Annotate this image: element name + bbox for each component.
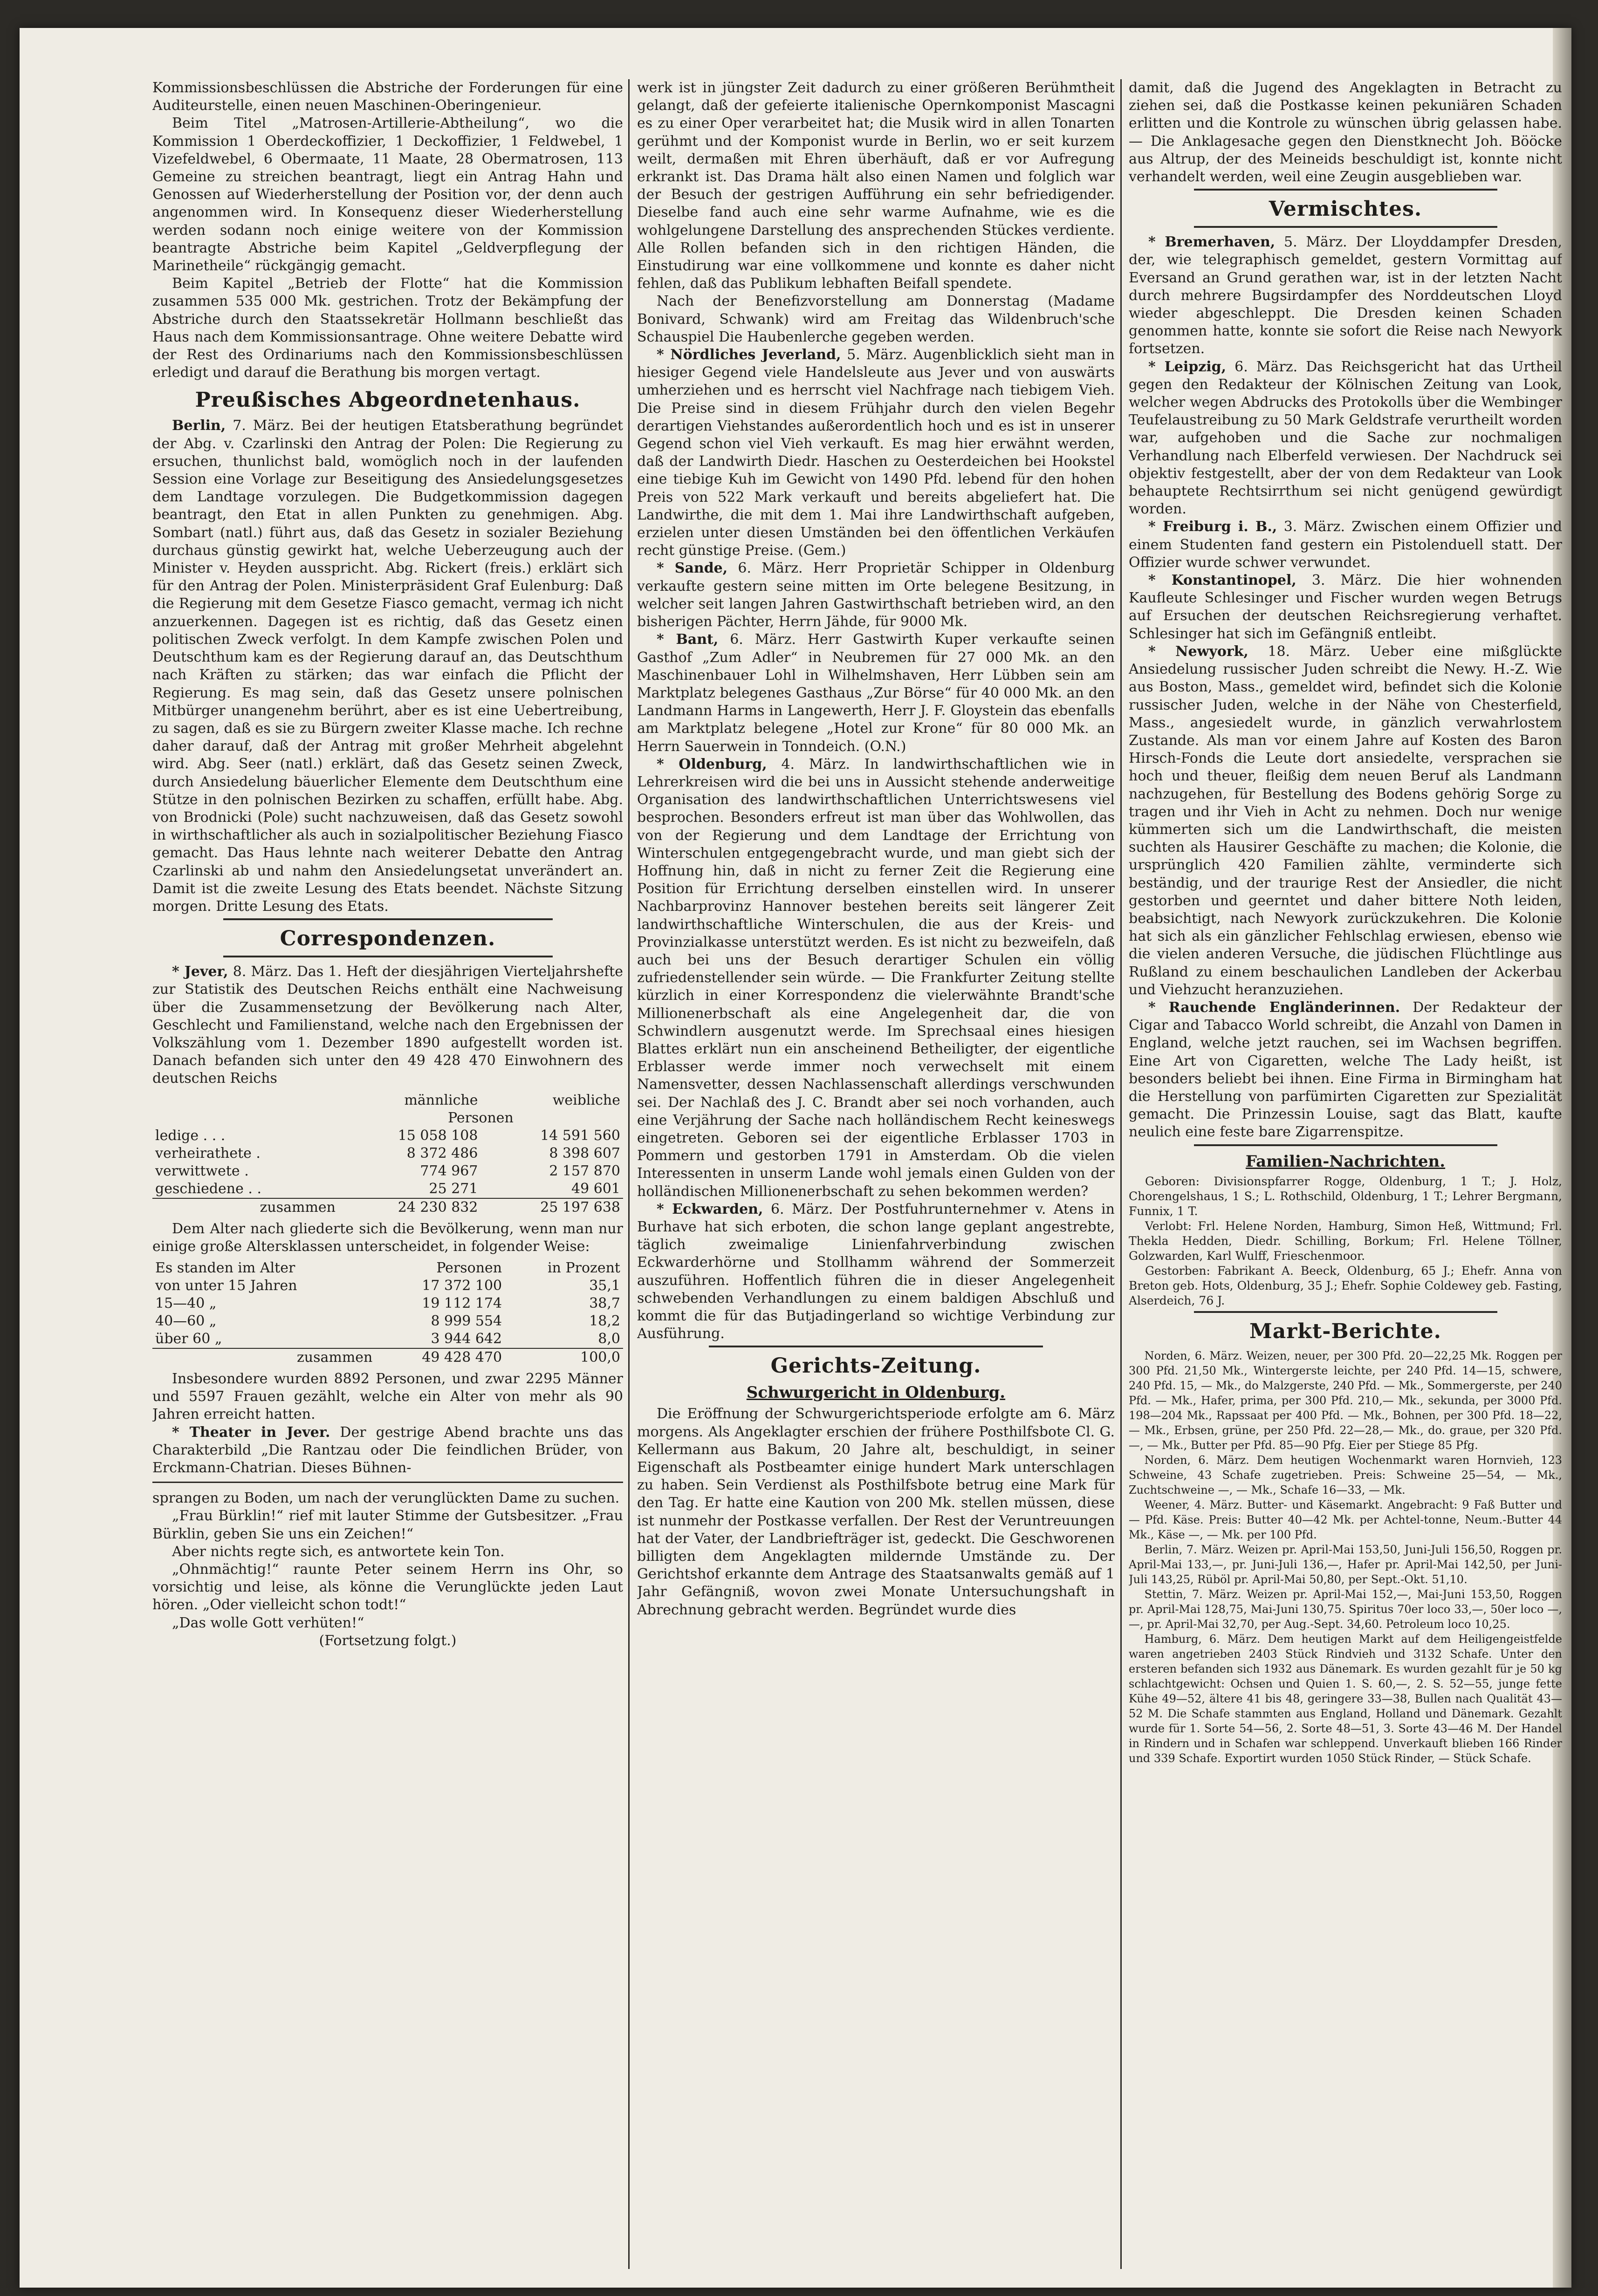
cell: 14 591 560 (540, 1127, 620, 1144)
column-3 (1129, 79, 1562, 2269)
article-bremerhaven (1129, 233, 1562, 358)
table-sum-row (152, 1348, 623, 1367)
paragraph: Nach der Benefizvorstellung am Donnerstag (Madame Bonivard, Schwank) wird am Freitag das Wildenbruch'sche Schauspiel Die Haubenlerche gegeben werden. (637, 293, 1115, 345)
article-text: 4. März. In landwirthschaftlichen wie in Lehrerkreisen wird die bei uns in Aussicht stehende anderweitige Organisation des landwirthschaftlichen Unterrichtswesens viel besprochen. Besonders erfreut ist man über das Wohlwollen, das von der Regierung und dem Landtage der Errichtung von Winterschulen entgegengebracht wurde, und man giebt sich der Hoffnung hin, daß in nicht zu ferner Zeit die Regierung eine Position für Errichtung derselben einstellen wird. In unserer Nachbarprovinz Hannover bestehen bereits seit längerer Zeit landwirthschaftliche Winterschulen, die aus der Kreis- und Provinzialkasse unterstützt werden. Es ist nicht zu bezweifeln, daß auch bei uns der Besuch derartiger Schulen ein völlig zufriedenstellender sein würde. — Die Frankfurter Zeitung stellte kürzlich in einer Korrespondenz die vielerwähnte Brandt'sche Millionenerbschaft als eine Angelegenheit dar, die von Schwindlern ausgenutzt werde. Im Sprechsaal eines hiesigen Blattes erklärt nun ein anscheinend Betheiligter, der eigentliche Erblasser werde immer noch verwechselt mit einem Namensvetter, dessen Nachlassenschaft allerdings verschwunden sei. Der Nachlaß des J. C. Brandt aber sei noch vorhanden, auch eine Verjährung der Sache nach holländischem Recht keineswegs eingetreten. Geboren sei der eigentliche Erblasser 1703 in Pommern und gestorben 1791 in Amsterdam. Ob die vielen Interessenten in unserm Lande wohl jemals einen Gulden von der holländischen Millionenerbschaft zu sehen bekommen werden? (637, 756, 1115, 1200)
divider (1129, 226, 1562, 228)
cell: 49 428 470 (375, 1348, 505, 1367)
article-text: Der Redakteur der Cigar and Tabacco World schreibt, die Anzahl von Damen in England, welche jetzt rauchen, sei im Wachsen begriffen. Eine Art von Cigaretten, welche The Lady heißt, ist besonders beliebt bei ihnen. Eine Firma in Birmingham hat die Herstellung von parfümirten Cigaretten zur Spezialität gemacht. Die Prinzessin Louise, sagt das Blatt, kaufte neulich eine feste bare Zigarrenspitze. (1129, 999, 1562, 1141)
paragraph: Die Eröffnung der Schwurgerichtsperiode erfolgte am 6. März morgens. Als Angeklagter erschien der frühere Posthilfsbote Cl. G. Kellermann aus Bakum, 20 Jahre alt, beschuldigt, in seiner Eigenschaft als Postbeamter einige hundert Mark unterschlagen zu haben. Sein Verdienst als Posthilfsbote betrug eine Mark für den Tag. Er hatte eine Kaution von 200 Mk. stellen müssen, diese ist nunmehr der Postkasse verfallen. Der Rest der Veruntreuungen hat der Vater, der Landbriefträger ist, gedeckt. Die Geschworenen billigten dem Angeklagten mildernde Umstände zu. Der Gerichtshof erkannte dem Antrage des Staatsanwalts gemäß auf 1 Jahr Gefängniß, wovon zwei Monate Untersuchungshaft in Abrechnung gebracht werden. Begründet wurde dies (637, 1406, 1115, 1618)
newspaper-page (20, 28, 1571, 2288)
table-row (152, 1330, 623, 1348)
article-bant (637, 631, 1115, 755)
article-oldenburg (637, 756, 1115, 1201)
row-label: zusammen (152, 1348, 375, 1367)
cell: 49 601 (571, 1180, 620, 1197)
section-heading-family: Familien-Nachrichten. (1245, 1152, 1446, 1171)
table-row (152, 1162, 623, 1180)
row-label: verwittwete . (155, 1162, 249, 1179)
article-text: 5. März. Augenblicklich sieht man in hiesiger Gegend viele Handelsleute aus Jever und von auswärts umherziehen und es herrscht viel Nachfrage nach tiebigem Vieh. Die Preise sind in diesem Frühjahr durch den vielen Begehr derartigen Viehstandes außerordentlich hoch und es ist in unserer Gegend schon viel Vieh verkauft. Es mag hier erwähnt werden, daß der Landwirth Diedr. Haschen zu Oesterdeichen bei Hookstel eine tiebige Kuh im Gewicht von 1490 Pfd. lebend für den hohen Preis von 522 Mark verkauft und bereits abgeliefert hat. Die Landwirthe, die mit dem 1. Mai ihre Landwirthschaft aufgeben, erzielen unter diesen Umständen bei den öffentlichen Verkäufen recht günstige Preise. (Gem.) (637, 347, 1115, 559)
article-leipzig (1129, 358, 1562, 519)
article-text: 7. März. Bei der heutigen Etatsberathung begründet der Abg. v. Czarlinski den Antrag der Polen: Die Regierung zu ersuchen, thunlichst bald, womöglich noch in der laufenden Session eine Vorlage zur Beseitigung des Ansiedelungsgesetzes dem Landtage vorzulegen. Die Budgetkommission dagegen beantragt, den Etat in allen Punkten zu genehmigen. Abg. Sombart (natl.) führt aus, daß das Gesetz in sozialer Beziehung durchaus günstig gewirkt hat, welche Ueberzeugung auch der Minister v. Heyden ausspricht. Abg. Rickert (freis.) erklärt sich für den Antrag der Polen. Ministerpräsident Graf Eulenburg: Daß die Regierung mit dem Gesetze Fiasco gemacht, vermag ich nicht anzuerkennen. Dagegen ist es richtig, daß das Gesetz einen politischen Zweck verfolgt. In dem Kampfe zwischen Polen und Deutschthum kam es der Regierung darauf an, das Deutschthum nach Kräften zu stärken; das war einfach die Pflicht der Regierung. Es mag sein, daß das Gesetz unsere polnischen Mitbürger unangenehm berührt, aber es ist eine Uebertreibung, zu sagen, daß es sie zu Bürgern zweiter Klasse mache. Ich rechne daher darauf, daß der Antrag mit großer Mehrheit abgelehnt wird. Abg. Seer (natl.) erklärt, daß das Gesetz seinen Zweck, durch Ansiedelung bäuerlicher Elemente dem Deutschthum eine Stütze in den polnischen Bezirken zu schaffen, erfüllt habe. Abg. von Brodnicki (Pole) sucht nachzuweisen, daß das Gesetz sowohl in wirthschaftlicher als auch in sozialpolitischer Beziehung Fiasco gemacht. Das Haus lehnte nach weiterer Debatte den Antrag Czarlinski ab und nahm den Ansiedelungsetat unverändert an. Damit ist die zweite Lesung des Etats beendet. Nächste Sitzung morgen. Dritte Lesung des Etats. (152, 417, 623, 915)
paragraph: Beim Kapitel „Betrieb der Flotte“ hat die Kommission zusammen 535 000 Mk. gestrichen. Trotz der Bekämpfung der Abstriche durch den Staatssekretär Hollmann beschließt das Haus nach dem Kommissionsantrage. Ohne weitere Debatte wird der Rest des Ordinariums nach den Kommissionsbeschlüssen erledigt und darauf die Berathung bis morgen vertagt. (152, 275, 623, 381)
cell: 100,0 (505, 1348, 623, 1367)
feuilleton-paragraph: „Frau Bürklin!“ rief mit lauter Stimme der Gutsbesitzer. „Frau Bürklin, geben Sie uns ein Zeichen!“ (152, 1508, 623, 1542)
table-header: weibliche (552, 1092, 620, 1108)
article-konstantinopel (1129, 572, 1562, 643)
article-theater (152, 1424, 623, 1477)
dateline: * Sande, (657, 560, 728, 577)
article-text: 18. März. Ueber eine mißglückte Ansiedelung russischer Juden schreibt die Newy. H.-Z. Wie aus Boston, Mass., gemeldet wird, befindet sich die Kolonie russischer Juden, welche in der Nähe von Chesterfield, Mass., angesiedelt wurde, in gänzlich verwahrlostem Zustande. Als man vor einem Jahre auf Kosten des Baron Hirsch-Fonds die Leute dort ansiedelte, versprachen sie hoch und theuer, fleißig dem neuen Beruf als Landmann nachzugehen, für Bestellung des Bodens gehörig Sorge zu tragen und ihr Vieh in Acht zu nehmen. Doch nur wenige kümmerten sich um die Landwirthschaft, die meisten suchten als Hausirer Geschäfte zu machen; die Kolonie, die ursprünglich 420 Familien zählte, verminderte sich beständig, und der traurige Rest der Ansiedler, die nicht gestorben und geerntet und daher bittere Noth leiden, beabsichtigt, nach Newyork zurückzukehren. Die Kolonie hat sich als ein gänzlicher Fehlschlag erwiesen, ebenso wie die vielen anderen Versuche, die jüdischen Flüchtlinge aus Rußland zu einem beschaulichen Landleben der Ackerbau und Viehzucht heranzuziehen. (1129, 643, 1562, 998)
cell: 25 197 638 (480, 1198, 623, 1216)
row-label: zusammen (152, 1198, 338, 1216)
article-text: 6. März. Herr Gastwirth Kuper verkaufte seinen Gasthof „Zum Adler“ in Neubremen für 27 000 Mk. an den Maschinenbauer Lohl in Wilhelmshaven, Herr Lübben sein am Marktplatz belegenes Gasthaus „Zur Börse“ für 40 000 Mk. an den Landmann Harms in Langewerth, Herr J. F. Gloystein das ebenfalls am Marktplatz belegene „Hotel zur Krone“ für 80 000 Mk. an Herrn Sauerwein in Tonndeich. (O.N.) (637, 631, 1115, 755)
article-text: 3. März. Die hier wohnenden Kaufleute Schlesinger und Fischer wurden wegen Betrugs auf Ersuchen der deutschen Reichsregierung verhaftet. Schlesinger hat sich im Gefängniß entleibt. (1129, 572, 1562, 642)
row-label: von unter 15 Jahren (155, 1277, 297, 1294)
table-row (152, 1277, 623, 1295)
row-label: geschiedene . . (155, 1180, 262, 1197)
table-header: Personen (436, 1259, 502, 1276)
section-heading-court: Gerichts-Zeitung. (770, 1354, 981, 1378)
age-table (152, 1259, 623, 1367)
section-heading-prussia: Preußisches Abgeordnetenhaus. (195, 388, 581, 412)
subheading-court: Schwurgericht in Oldenburg. (746, 1383, 1006, 1402)
dateline: * Jever, (172, 964, 228, 980)
row-label: über 60 „ (155, 1330, 222, 1347)
article-jever (152, 963, 623, 1087)
cell: 3 944 642 (431, 1330, 502, 1347)
article-english (1129, 999, 1562, 1141)
cell: 8 372 486 (406, 1145, 478, 1162)
family-entry: Geboren: Divisionspfarrer Rogge, Oldenburg, 1 T.; J. Holz, Chorengelshaus, 1 S.; L. Rothschild, Oldenburg, 1 T.; Lehrer Bergmann, Funnix, 1 T. (1129, 1174, 1562, 1218)
column-1 (152, 79, 623, 2269)
row-label: 40—60 „ (155, 1312, 217, 1329)
paragraph: Kommissionsbeschlüssen die Abstriche der Forderungen für eine Auditeurstelle, einen neuen Maschinen-Oberingenieur. (152, 80, 623, 114)
article-text: Der gestrige Abend brachte uns das Charakterbild „Die Rantzau oder Die feindlichen Brüder, von Erckmann-Chatrian. Dieses Bühnen- (152, 1424, 623, 1476)
paragraph: Insbesondere wurden 8892 Personen, und zwar 2295 Männer und 5597 Frauen gezählt, welche ein Alter von mehr als 90 Jahren erreicht hatten. (152, 1370, 623, 1423)
family-entry: Verlobt: Frl. Helene Norden, Hamburg, Simon Heß, Wittmund; Frl. Thekla Hedden, Diedr. Schilling, Borkum; Frl. Helene Töllner, Golzwarden, Karl Wulff, Frieschenmoor. (1129, 1219, 1562, 1263)
table-row (152, 1312, 623, 1330)
dateline: * Oldenburg, (657, 756, 767, 772)
column-2 (637, 79, 1115, 2269)
cell: 15 058 108 (398, 1127, 478, 1144)
section-heading-correspondence: Correspondenzen. (280, 927, 496, 951)
article-jeverland (637, 346, 1115, 560)
paragraph: Dem Alter nach gliederte sich die Bevölkerung, wenn man nur einige große Altersklassen unterscheidet, in folgender Weise: (152, 1220, 623, 1255)
dateline: * Rauchende Engländerinnen. (1148, 999, 1400, 1016)
article-text: 6. März. Das Reichsgericht hat das Urtheil gegen den Redakteur der Kölnischen Zeitung van Look, welcher wegen Abdrucks des Protokolls über die Wembinger Teufelaustreibung zu 50 Mark Geldstrafe verurtheilt worden war, aufgehoben und die Sache zur nochmaligen Verhandlung nach Elberfeld verwiesen. Der Nachdruck sei objektiv festgestellt, aber der von dem Redakteur van Look behauptete Rechtsirrthum sei nicht genügend gewürdigt worden. (1129, 358, 1562, 518)
cell: 38,7 (589, 1295, 620, 1312)
cell: 35,1 (589, 1277, 620, 1294)
article-text: 8. März. Das 1. Heft der diesjährigen Vierteljahrshefte zur Statistik des Deutschen Reichs enthält eine Nachweisung über die Zusammensetzung der Bevölkerung nach Alter, Geschlecht und Familienstand, welche nach den Ergebnissen der Volkszählung vom 1. Dezember 1890 aufgestellt worden ist. Danach befanden sich unter den 49 428 470 Einwohnern des deutschen Reichs (152, 964, 623, 1087)
cell: 25 271 (429, 1180, 478, 1197)
table-subheader: Personen (448, 1109, 514, 1126)
divider (152, 918, 623, 920)
market-entry: Norden, 6. März. Dem heutigen Wochenmarkt waren Hornvieh, 123 Schweine, 43 Schafe zugetrieben. Preis: Schweine 25—54, — Mk., Zuchtschweine —, — Mk., Schafe 16—33, — Mk. (1129, 1453, 1562, 1496)
feuilleton-paragraph: „Ohnmächtig!“ raunte Peter seinem Herrn ins Ohr, so vorsichtig und leise, als könne die Verunglückte jeden Laut hören. „Oder vielleicht schon todt!“ (152, 1561, 623, 1613)
cell: 8 999 554 (431, 1312, 502, 1329)
population-table (152, 1092, 623, 1216)
dateline: * Newyork, (1148, 643, 1248, 660)
column-rule (628, 79, 630, 2269)
dateline: * Konstantinopel, (1148, 572, 1296, 589)
divider (1129, 1311, 1562, 1313)
table-row (152, 1145, 623, 1162)
divider (637, 1346, 1115, 1347)
table-row (152, 1127, 623, 1145)
divider (152, 956, 623, 957)
row-label: 15—40 „ (155, 1295, 217, 1312)
dateline: * Bremerhaven, (1148, 234, 1276, 251)
market-entry: Stettin, 7. März. Weizen pr. April-Mai 152,—, Mai-Juni 153,50, Roggen pr. April-Mai 128,75, Mai-Juni 130,75. Spiritus 70er loco 33,—, 50er loco —,—, pr. April-Mai 32,70, per Aug.-Sept. 34,60. Petroleum loco 10,25. (1129, 1587, 1562, 1631)
cell: 8 398 607 (549, 1145, 620, 1162)
dateline: * Leipzig, (1148, 358, 1227, 375)
cell: 774 967 (420, 1162, 478, 1179)
continued-note: (Fortsetzung folgt.) (319, 1632, 457, 1649)
article-freiburg (1129, 518, 1562, 572)
section-heading-market: Markt-Berichte. (1249, 1319, 1441, 1343)
article-text: 6. März. Herr Proprietär Schipper in Oldenburg verkaufte gestern seine mitten im Orte belegene Besitzung, in welcher seit langen Jahren Gastwirthschaft betrieben wird, an den bisherigen Pächter, Herrn Jähde, für 9000 Mk. (637, 560, 1115, 630)
table-header: in Prozent (548, 1259, 620, 1276)
paragraph: werk ist in jüngster Zeit dadurch zu einer größeren Berühmtheit gelangt, daß der gefeierte italienische Opernkomponist Mascagni es zu einer Oper verarbeitet hat; die Musik wird in allen Tonarten gerühmt und der Komponist wurde in Berlin, wo er seit kurzem weilt, dermaßen mit Ehren überhäuft, daß er vor Aufregung erkrankt ist. Das Drama hält also einen Namen und folglich war der Besuch der gestrigen Aufführung ein sehr befriedigender. Dieselbe fand auch eine sehr warme Aufnahme, wie es die wohlgelungene Darstellung des ansprechenden Stückes verdiente. Alle Rollen befanden sich in den richtigen Händen, die Einstudirung war eine vollkommene und konnte es daher nicht fehlen, daß das Publikum lebhaften Beifall spendete. (637, 80, 1115, 292)
article-newyork (1129, 643, 1562, 999)
table-sum-row (152, 1198, 623, 1216)
market-entry: Hamburg, 6. März. Dem heutigen Markt auf dem Heiligengeistfelde waren angetrieben 2403 Stück Rindvieh und 3132 Schafe. Unter den ersteren befanden sich 1932 aus Dänemark. Es wurden gezahlt für je 50 kg schlachtgewicht: Ochsen und Quien 1. S. 60,—, 2. S. 52—55, junge fette Kühe 49—52, ältere 41 bis 48, geringere 33—38, Bullen nach Qualität 43—52 M. Die Schafe stammten aus England, Holland und Dänemark. Gezahlt wurde für 1. Sorte 54—56, 2. Sorte 48—51, 3. Sorte 43—46 M. Der Handel in Rindern und in Schafen war schleppend. Unverkauft blieben 166 Rinder und 339 Schafe. Exportirt wurden 1050 Stück Rinder, — Stück Schafe. (1129, 1632, 1562, 1765)
feuilleton-divider (152, 1482, 623, 1483)
table-row (152, 1180, 623, 1198)
table-header: Es standen im Alter (155, 1259, 295, 1276)
section-heading-misc: Vermischtes. (1269, 197, 1422, 221)
family-entry: Gestorben: Fabrikant A. Beeck, Oldenburg, 65 J.; Ehefr. Anna von Breton geb. Hots, Oldenburg, 35 J.; Ehefr. Sophie Coldewey geb. Fasting, Alserdeich, 76 J. (1129, 1264, 1562, 1307)
dateline: * Bant, (657, 631, 719, 648)
feuilleton-paragraph: Aber nichts regte sich, es antwortete kein Ton. (172, 1543, 505, 1560)
article-eckwarden (637, 1201, 1115, 1343)
row-label: verheirathete . (155, 1145, 261, 1162)
paragraph: Beim Titel „Matrosen-Artillerie-Abtheilung“, wo die Kommission 1 Oberdeckoffizier, 1 Deckoffizier, 1 Feldwebel, 1 Vizefeldwebel, 6 Obermaate, 11 Maate, 28 Obermatrosen, 113 Gemeine zu streichen beantragt, liegt ein Antrag Hahn und Genossen auf Wiederherstellung der Position vor, der denn auch angenommen wird. In Konsequenz dieser Wiederherstellung werden sodann noch einige weitere von der Kommission beantragte Abstriche beim Kapitel „Geldverpflegung der Marinetheile“ rückgängig gemacht. (152, 115, 623, 274)
cell: 8,0 (598, 1330, 620, 1347)
dateline: * Freiburg i. B., (1148, 519, 1277, 535)
market-entry: Norden, 6. März. Weizen, neuer, per 300 Pfd. 20—22,25 Mk. Roggen per 300 Pfd. 21,50 Mk., Wintergerste leichte, per 240 Pfd. 14—15, schwere, 240 Pfd. 15, — Mk., do Malzgerste, 240 Pfd. — Mk., Sommergerste, per 240 Pfd. — Mk., Hafer, prima, per 300 Pfd. 210,— Mk., sekunda, per 3000 Pfd. 198—204 Mk., Rapssaat per 400 Pfd. — Mk., Bohnen, per 300 Pfd. 18—22,— Mk., Erbsen, grüne, per 250 Pfd. 22—28,— Mk., do. graue, per 320 Pfd. —, — Mk., Butter per Pfd. 85—90 Pfg. Eier per Stiege 85 Pfg. (1129, 1349, 1562, 1452)
dateline: Berlin, (172, 417, 226, 434)
article-text: 6. März. Der Postfuhrunternehmer v. Atens in Burhave hat sich erboten, die schon lange geplant angestrebte, täglich zweimalige Linienfahrverbindung zwischen Eckwarderhörne und Stollhamm während der Sommerzeit auszuführen. Hoffentlich führen die in dieser Angelegenheit schwebenden Verhandlungen zu einem baldigen Abschluß und kommt die für das Butjadingerland so wichtige Verbindung zur Ausführung. (637, 1201, 1115, 1342)
market-entry: Berlin, 7. März. Weizen pr. April-Mai 153,50, Juni-Juli 156,50, Roggen pr. April-Mai 133,—, pr. Juni-Juli 136,—, Hafer pr. April-Mai 142,50, per Juni-Juli 143,25, Rüböl pr. April-Mai 50,80, per Sept.-Okt. 51,10. (1129, 1543, 1562, 1586)
table-row (152, 1295, 623, 1312)
article-sande (637, 560, 1115, 631)
market-entry: Weener, 4. März. Butter- und Käsemarkt. Angebracht: 9 Faß Butter und — Pfd. Käse. Preis: Butter 40—42 Mk. per Achtel-tonne, Neum.-Butter 44 Mk., Käse —, — Mk. per 100 Pfd. (1129, 1498, 1562, 1541)
cell: 18,2 (589, 1312, 620, 1329)
row-label: ledige . . . (155, 1127, 226, 1144)
cell: 17 372 100 (422, 1277, 502, 1294)
article-text: 3. März. Zwischen einem Offizier und einem Studenten fand gestern ein Pistolenduell statt. Der Offizier wurde schwer verwundet. (1129, 519, 1562, 571)
column-rule (1120, 79, 1122, 2269)
cell: 19 112 174 (422, 1295, 502, 1312)
article-text: 5. März. Der Lloyddampfer Dresden, der, wie telegraphisch gemeldet, gestern Vormittag auf Eversand an Grund gerathen war, ist in der letzten Nacht durch mehrere Bugsirdampfer des Norddeutschen Lloyd wieder abgeschleppt. Die Dresden keinen Schaden genommen hatte, konnte sie sofort die Reise nach Newyork fortsetzen. (1129, 234, 1562, 357)
dateline: * Theater in Jever. (172, 1424, 330, 1441)
dateline: * Nördliches Jeverland, (657, 347, 841, 363)
dateline: * Eckwarden, (657, 1201, 763, 1217)
feuilleton-paragraph: sprangen zu Boden, um nach der verunglückten Dame zu suchen. (152, 1490, 620, 1507)
divider (1129, 189, 1562, 191)
feuilleton-paragraph: „Das wolle Gott verhüten!“ (172, 1614, 364, 1631)
cell: 2 157 870 (549, 1162, 620, 1179)
article-berlin (152, 417, 623, 916)
table-header: männliche (404, 1092, 478, 1108)
cell: 24 230 832 (338, 1198, 481, 1216)
paragraph: damit, daß die Jugend des Angeklagten in Betracht zu ziehen sei, daß die Postkasse keinen pekuniären Schaden erlitten und die Kontrole zu wünschen übrig gelassen habe. — Die Anklagesache gegen den Dienstknecht Joh. Bööcke aus Altrup, der des Meineids beschuldigt ist, konnte nicht verhandelt werden, weil eine Zeugin ausgeblieben war. (1129, 80, 1562, 185)
divider (1129, 1144, 1562, 1146)
